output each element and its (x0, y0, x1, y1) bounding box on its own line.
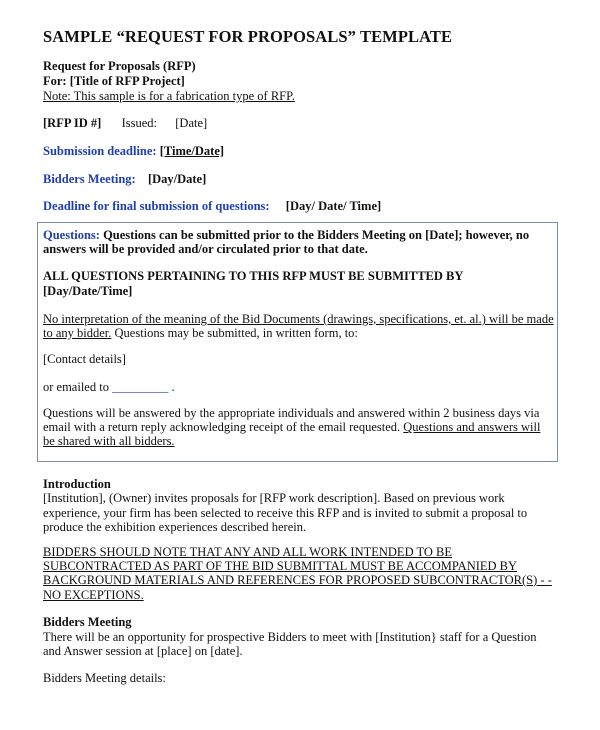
interpretation-line-1: No interpretation of the meaning of the Bid Documents (drawings, specifications, et. al.) will be made (43, 312, 554, 326)
bidders-meeting-details: Bidders Meeting details: (43, 671, 166, 685)
bidders-meeting-value: [Day/Date] (147, 172, 207, 186)
questions-label: Questions: (43, 228, 100, 242)
rfp-note: Note: This sample is for a fabrication type of RFP. (43, 89, 295, 103)
questions-line-2: answers will be provided and/or circulated prior to that date. (43, 242, 368, 256)
rfp-id-label: [RFP ID #] (43, 116, 102, 130)
introduction-heading: Introduction (43, 477, 111, 491)
rfp-header-line: Request for Proposals (RFP) (43, 59, 196, 73)
submission-label: Submission deadline: (43, 144, 157, 158)
introduction-line-3: produce the exhibition experiences described herein. (43, 520, 307, 534)
notice-line-3: BACKGROUND MATERIALS AND REFERENCES FOR PROPOSED SUBCONTRACTOR(S) - - (43, 573, 552, 587)
interpretation-line-2: to any bidder. Questions may be submitted, in written form, to: (43, 326, 358, 340)
bidders-meeting-row (43, 172, 206, 187)
answered-line-3: be shared with all bidders. (43, 434, 175, 448)
final-questions-row (43, 199, 381, 214)
bidders-meeting-line-2: and Answer session at [place] on [date]. (43, 644, 243, 658)
bidders-meeting-label: Bidders Meeting: (43, 172, 136, 186)
answered-line-2: email with a return reply acknowledging receipt of the email requested. Questions and answers will (43, 420, 541, 434)
bidders-meeting-line-1: There will be an opportunity for prospective Bidders to meet with [Institution} staff for a Question (43, 630, 537, 644)
email-blank: _________ (112, 380, 169, 394)
rfp-id-row (43, 116, 207, 131)
notice-line-4: NO EXCEPTIONS. (43, 588, 144, 602)
issued-label: Issued: (121, 116, 157, 130)
final-questions-label: Deadline for final submission of questions: (43, 199, 270, 213)
submission-value: [Time/Date] (159, 144, 225, 158)
page-title: SAMPLE “REQUEST FOR PROPOSALS” TEMPLATE (43, 27, 453, 46)
rfp-project-line: For: [Title of RFP Project] (43, 74, 185, 88)
notice-line-2: SUBCONTRACTED AS PART OF THE BID SUBMITTAL MUST BE ACCOMPANIED BY (43, 559, 518, 573)
notice-line-1: BIDDERS SHOULD NOTE THAT ANY AND ALL WORK INTENDED TO BE (43, 545, 453, 559)
introduction-line-1: [Institution], (Owner) invites proposals for [RFP work description]. Based on previous work (43, 491, 505, 505)
bidders-meeting-heading: Bidders Meeting (43, 615, 132, 629)
questions-line-1: Questions: Questions can be submitted prior to the Bidders Meeting on [Date]; however, no (43, 228, 530, 242)
all-caps-line-1: ALL QUESTIONS PERTAINING TO THIS RFP MUST BE SUBMITTED BY (43, 269, 464, 283)
submission-row (43, 144, 224, 159)
emailed-line: or emailed to _________ . (43, 380, 175, 394)
final-questions-value: [Day/ Date/ Time] (285, 199, 382, 213)
issued-value: [Date] (175, 116, 208, 130)
answered-line-1: Questions will be answered by the appropriate individuals and answered within 2 business days via (43, 406, 540, 420)
all-caps-line-2: [Day/Date/Time] (43, 284, 133, 298)
contact-details: [Contact details] (43, 352, 126, 366)
introduction-line-2: experience, your firm has been selected to receive this RFP and is invited to submit a proposal to (43, 506, 528, 520)
